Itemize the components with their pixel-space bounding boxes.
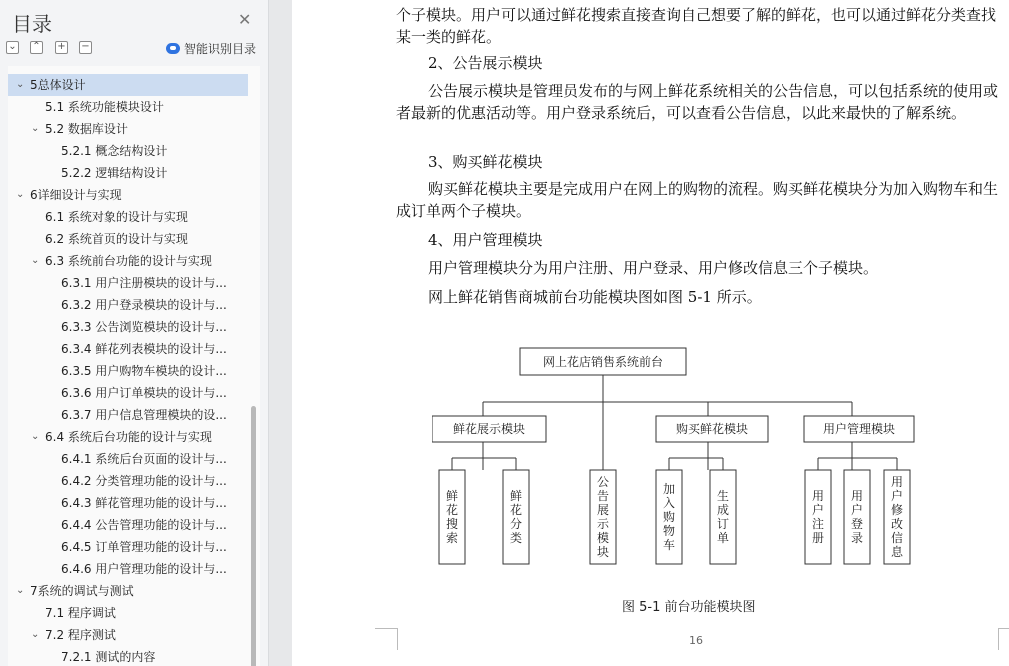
figure-caption: 图 5-1 前台功能模块图: [622, 600, 756, 615]
toc-item-label: 6.3.4 鲜花列表模块的设计与...: [61, 342, 227, 356]
toc-panel: [8, 66, 260, 666]
toc-item[interactable]: [8, 360, 248, 382]
toc-item[interactable]: [8, 558, 248, 580]
diagram-group-label: 购买鲜花模块: [675, 422, 749, 436]
toc-item[interactable]: [8, 602, 248, 624]
toc-item[interactable]: [8, 470, 248, 492]
paragraph: 网上鲜花销售商城前台功能模块图如图 5-1 所示。: [428, 288, 762, 306]
section-heading: 3、购买鲜花模块: [428, 153, 543, 171]
diagram-leaf-label: 用户注册: [811, 489, 825, 545]
toc-item[interactable]: [8, 96, 248, 118]
section-heading: 2、公告展示模块: [428, 54, 543, 72]
toc-item[interactable]: [8, 140, 248, 162]
toc-item[interactable]: [8, 228, 248, 250]
ai-toc-button[interactable]: [166, 40, 256, 57]
crop-mark: [998, 628, 1009, 629]
paragraph: 购买鲜花模块主要是完成用户在网上的购物的流程。购买鲜花模块分为加入购物车和生成订单两个子模块。: [396, 180, 999, 220]
toc-item-label: 6.2 系统首页的设计与实现: [45, 232, 188, 246]
paragraph: 公告展示模块是管理员发布的与网上鲜花系统相关的公告信息，可以包括系统的使用或者最新的优惠活动等。用户登录系统后，可以查看公告信息，以此来最快的了解系统。: [396, 82, 999, 122]
toc-item-label: 5总体设计: [30, 78, 86, 92]
toc-list: [8, 74, 248, 666]
toc-sidebar: [0, 0, 269, 666]
toc-item-label: 6.3.3 公告浏览模块的设计与...: [61, 320, 227, 334]
chevron-down-icon[interactable]: ⌄: [16, 585, 25, 596]
toc-item-label: 6.4 系统后台功能的设计与实现: [45, 430, 212, 444]
toc-item[interactable]: [8, 294, 248, 316]
chevron-down-icon[interactable]: ⌄: [16, 79, 25, 90]
chevron-down-icon[interactable]: ⌄: [31, 431, 40, 442]
close-icon[interactable]: ✕: [238, 10, 252, 29]
toc-item[interactable]: [8, 536, 248, 558]
toc-item-label: 6.3.2 用户登录模块的设计与...: [61, 298, 227, 312]
toc-item[interactable]: [8, 162, 248, 184]
scrollbar[interactable]: [251, 406, 256, 666]
toc-item[interactable]: [8, 250, 248, 272]
toc-item[interactable]: [8, 338, 248, 360]
crop-mark: [397, 628, 398, 650]
toc-item-label: 6.4.5 订单管理功能的设计与...: [61, 540, 227, 554]
toc-item[interactable]: [8, 316, 248, 338]
diagram-leaf-label: 鲜花搜索: [445, 489, 459, 545]
toc-title: 目录: [12, 12, 52, 36]
toc-item-label: 5.2.2 逻辑结构设计: [61, 166, 168, 180]
diagram-group-label: 用户管理模块: [822, 422, 896, 436]
toc-item-label: 6详细设计与实现: [30, 188, 122, 202]
toc-item-label: 6.1 系统对象的设计与实现: [45, 210, 188, 224]
toc-item[interactable]: [8, 74, 248, 96]
ai-cloud-icon: [166, 43, 180, 54]
expand-up-icon[interactable]: ⌃: [30, 41, 43, 54]
toc-item-label: 5.2 数据库设计: [45, 122, 128, 136]
crop-mark: [998, 628, 999, 650]
diagram-leaf-label: 用户登录: [850, 489, 864, 545]
diagram-group-label: 鲜花展示模块: [452, 422, 526, 436]
diagram-leaf-label: 用户修改信息: [890, 475, 904, 559]
toc-item-label: 6.3.1 用户注册模块的设计与...: [61, 276, 227, 290]
toc-item-label: 7.2.1 测试的内容: [61, 650, 156, 664]
toc-item[interactable]: [8, 580, 248, 602]
page-number: 16: [689, 634, 703, 647]
toc-item[interactable]: [8, 646, 248, 666]
toc-item-label: 6.3.7 用户信息管理模块的设...: [61, 408, 227, 422]
collapse-all-icon[interactable]: ⌄: [6, 41, 19, 54]
toc-item[interactable]: [8, 624, 248, 646]
diagram-leaf-label: 鲜花分类: [509, 489, 523, 545]
diagram-leaf-label: 公告展示模块: [596, 475, 610, 559]
paragraph: 个子模块。用户可以通过鲜花搜索直接查询自己想要了解的鲜花，也可以通过鲜花分类查找某一类的鲜花。: [396, 6, 997, 46]
chevron-down-icon[interactable]: ⌄: [16, 189, 25, 200]
toc-item-label: 5.2.1 概念结构设计: [61, 144, 168, 158]
toc-item[interactable]: [8, 426, 248, 448]
diagram-root-label: 网上花店销售系统前台: [542, 355, 664, 369]
remove-icon[interactable]: −: [79, 41, 92, 54]
toc-item-label: 7系统的调试与测试: [30, 584, 134, 598]
toc-item-label: 6.4.6 用户管理功能的设计与...: [61, 562, 227, 576]
toc-item-label: 6.3.5 用户购物车模块的设计...: [61, 364, 227, 378]
toc-item[interactable]: [8, 118, 248, 140]
diagram-leaf-label: 生成订单: [716, 489, 730, 545]
toc-item[interactable]: [8, 448, 248, 470]
add-icon[interactable]: +: [55, 41, 68, 54]
toc-item[interactable]: [8, 272, 248, 294]
toc-item-label: 6.4.1 系统后台页面的设计与...: [61, 452, 227, 466]
toc-item-label: 6.4.3 鲜花管理功能的设计与...: [61, 496, 227, 510]
toc-item[interactable]: [8, 382, 248, 404]
toc-item[interactable]: [8, 404, 248, 426]
toc-item-label: 7.2 程序测试: [45, 628, 116, 642]
module-diagram: [432, 338, 922, 570]
chevron-down-icon[interactable]: ⌄: [31, 123, 40, 134]
toc-item-label: 6.3 系统前台功能的设计与实现: [45, 254, 212, 268]
toc-item-label: 5.1 系统功能模块设计: [45, 100, 164, 114]
toc-item[interactable]: [8, 206, 248, 228]
chevron-down-icon[interactable]: ⌄: [31, 255, 40, 266]
toc-item[interactable]: [8, 184, 248, 206]
diagram-leaf-label: 加入购物车: [662, 482, 676, 552]
chevron-down-icon[interactable]: ⌄: [31, 629, 40, 640]
ai-toc-label: 智能识别目录: [184, 42, 257, 56]
crop-mark: [375, 628, 397, 629]
section-heading: 4、用户管理模块: [428, 231, 543, 249]
document-page: [292, 0, 1009, 666]
toc-item-label: 6.4.4 公告管理功能的设计与...: [61, 518, 227, 532]
toc-item-label: 6.4.2 分类管理功能的设计与...: [61, 474, 227, 488]
toc-item-label: 6.3.6 用户订单模块的设计与...: [61, 386, 227, 400]
toc-item-label: 7.1 程序调试: [45, 606, 116, 620]
paragraph: 用户管理模块分为用户注册、用户登录、用户修改信息三个子模块。: [428, 259, 879, 277]
toc-item[interactable]: [8, 492, 248, 514]
toc-item[interactable]: [8, 514, 248, 536]
